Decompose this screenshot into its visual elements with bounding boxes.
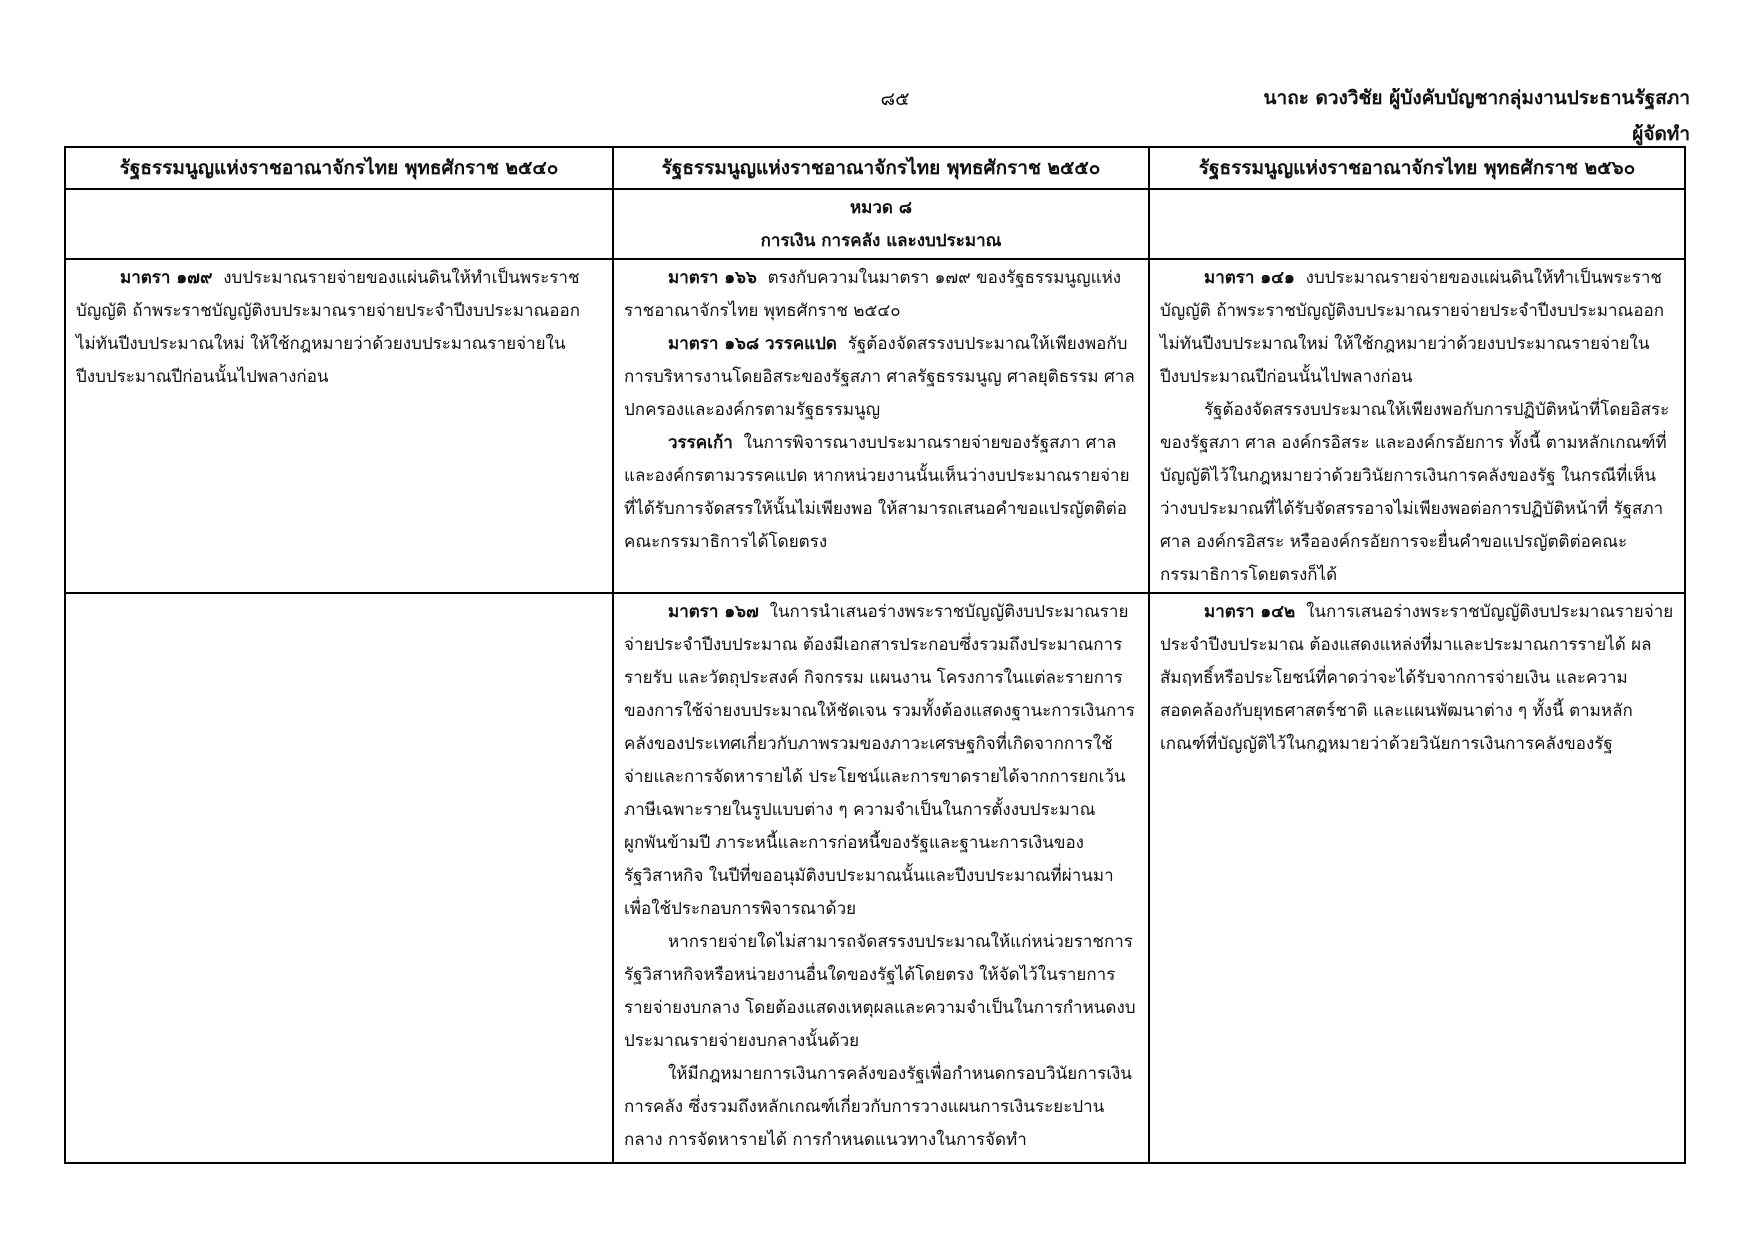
section-heading: วรรคเก้า [668,433,733,453]
chapter-cell-2540 [65,189,613,259]
section-paragraph [1160,596,1674,761]
section-paragraph-continued: หากรายจ่ายใดไม่สามารถจัดสรรงบประมาณให้แก่หน่วยราชการ รัฐวิสาหกิจหรือหน่วยงานอื่นใดของรัฐได้โดยตรง ให้จัดไว้ในรายการรายจ่ายงบกลาง โดยต้องแสดงเหตุผลและความจำเป็นในการกำหนดงบประมาณรายจ่ายงบกลางนั้นด้วย [624,932,1136,1051]
section-paragraph [1160,262,1674,394]
column-header-2540: รัฐธรรมนูญแห่งราชอาณาจักรไทย พุทธศักราช ๒๕๔๐ [65,147,613,189]
table-header-row [65,147,1685,189]
section-paragraph [76,262,602,394]
section-heading: มาตรา ๑๖๘ วรรคแปด [668,334,837,354]
section-paragraph [624,427,1138,559]
table-row [65,259,1685,593]
table-row [65,593,1685,1163]
page-number: ๘๕ [880,88,910,110]
section-heading: มาตรา ๑๖๗ [668,602,759,622]
section-text: ตรงกับความในมาตรา ๑๗๙ ของรัฐธรรมนูญแห่งราชอาณาจักรไทย พุทธศักราช ๒๕๔๐ [624,268,1122,321]
cell-2540-section-179 [65,259,613,593]
section-paragraph-continued: ให้มีกฎหมายการเงินการคลังของรัฐเพื่อกำหนดกรอบวินัยการเงินการคลัง ซึ่งรวมถึงหลักเกณฑ์เกี่ยวกับการวางแผนการเงินระยะปานกลาง การจัดหารายได้ การกำหนดแนวทางในการจัดทำ [624,1064,1132,1150]
section-paragraph-continued: รัฐต้องจัดสรรงบประมาณให้เพียงพอกับการปฏิบัติหน้าที่โดยอิสระของรัฐสภา ศาล องค์กรอิสระ และองค์กรอัยการ ทั้งนี้ ตามหลักเกณฑ์ที่บัญญัติไว้ในกฎหมายว่าด้วยวินัยการเงินการคลังของรัฐ ในกรณีที่เห็นว่างบประมาณที่ได้รับจัดสรรอาจไม่เพียงพอต่อการปฏิบัติหน้าที่ รัฐสภา ศาล องค์กรอิสระ หรือองค์กรอัยการจะยื่นคำขอแปรญัตติต่อคณะกรรมาธิการโดยตรงก็ได้ [1160,400,1670,585]
chapter-number: หมวด ๘ [849,198,913,218]
comparison-table [64,146,1686,1164]
section-text: งบประมาณรายจ่ายของแผ่นดินให้ทำเป็นพระราชบัญญัติ ถ้าพระราชบัญญัติงบประมาณรายจ่ายประจำปีงบประมาณออกไม่ทันปีงบประมาณใหม่ ให้ใช้กฎหมายว่าด้วยงบประมาณรายจ่ายในปีงบประมาณปีก่อนนั้นไปพลางก่อน [1160,268,1665,387]
cell-2550-sections-166-168 [613,259,1149,593]
author-block [1264,80,1690,152]
column-header-2560: รัฐธรรมนูญแห่งราชอาณาจักรไทย พุทธศักราช ๒๕๖๐ [1149,147,1685,189]
section-text: รัฐต้องจัดสรรงบประมาณให้เพียงพอกับการบริหารงานโดยอิสระของรัฐสภา ศาลรัฐธรรมนูญ ศาลยุติธรรม ศาลปกครองและองค์กรตามรัฐธรรมนูญ [624,334,1135,420]
author-name: นาถะ ดวงวิชัย ผู้บังคับบัญชากลุ่มงานประธานรัฐสภา [1263,87,1690,109]
section-paragraph [624,596,1138,926]
section-text: ในการพิจารณางบประมาณรายจ่ายของรัฐสภา ศาล และองค์กรตามวรรคแปด หากหน่วยงานนั้นเห็นว่างบประมาณรายจ่ายที่ได้รับการจัดสรรให้นั้นไม่เพียงพอ ให้สามารถเสนอคำขอแปรญัตติต่อคณะกรรมาธิการได้โดยตรง [624,433,1130,552]
section-heading: มาตรา ๑๔๑ [1204,268,1295,288]
cell-2560-section-142 [1149,593,1685,1163]
column-header-2550: รัฐธรรมนูญแห่งราชอาณาจักรไทย พุทธศักราช ๒๕๕๐ [613,147,1149,189]
cell-2540-empty [65,593,613,1163]
section-paragraph [624,262,1138,328]
section-heading: มาตรา ๑๔๒ [1204,602,1296,622]
section-paragraph [624,328,1138,427]
chapter-cell-2560 [1149,189,1685,259]
section-text: ในการนำเสนอร่างพระราชบัญญัติงบประมาณรายจ่ายประจำปีงบประมาณ ต้องมีเอกสารประกอบซึ่งรวมถึงประมาณการรายรับ และวัตถุประสงค์ กิจกรรม แผนงาน โครงการในแต่ละรายการของการใช้จ่ายงบประมาณให้ชัดเจน รวมทั้งต้องแสดงฐานะการเงินการคลังของประเทศเกี่ยวกับภาพรวมของภาวะเศรษฐกิจที่เกิดจากการใช้จ่ายและการจัดหารายได้ ประโยชน์และการขาดรายได้จากการยกเว้นภาษีเฉพาะรายในรูปแบบต่าง ๆ ความจำเป็นในการตั้งงบประมาณผูกพันข้ามปี ภาระหนี้และการก่อหนี้ของรัฐและฐานะการเงินของรัฐวิสาหกิจ ในปีที่ขออนุมัติงบประมาณนั้นและปีงบประมาณที่ผ่านมาเพื่อใช้ประกอบการพิจารณาด้วย [624,602,1135,919]
chapter-row [65,189,1685,259]
chapter-cell-2550 [613,189,1149,259]
cell-2560-section-141 [1149,259,1685,593]
chapter-title: การเงิน การคลัง และงบประมาณ [760,231,1002,251]
section-text: ในการเสนอร่างพระราชบัญญัติงบประมาณรายจ่ายประจำปีงบประมาณ ต้องแสดงแหล่งที่มาและประมาณการรายได้ ผลสัมฤทธิ์หรือประโยชน์ที่คาดว่าจะได้รับจากการจ่ายเงิน และความสอดคล้องกับยุทธศาสตร์ชาติ และแผนพัฒนาต่าง ๆ ทั้งนี้ ตามหลักเกณฑ์ที่บัญญัติไว้ในกฎหมายว่าด้วยวินัยการเงินการคลังของรัฐ [1160,602,1674,754]
author-role: ผู้จัดทำ [1632,123,1690,145]
cell-2550-section-167 [613,593,1149,1163]
section-text: งบประมาณรายจ่ายของแผ่นดินให้ทำเป็นพระราชบัญญัติ ถ้าพระราชบัญญัติงบประมาณรายจ่ายประจำปีงบประมาณออกไม่ทันปีงบประมาณใหม่ ให้ใช้กฎหมายว่าด้วยงบประมาณรายจ่ายในปีงบประมาณปีก่อนนั้นไปพลางก่อน [76,268,581,387]
section-heading: มาตรา ๑๖๖ [668,268,757,288]
section-heading: มาตรา ๑๗๙ [120,268,213,288]
